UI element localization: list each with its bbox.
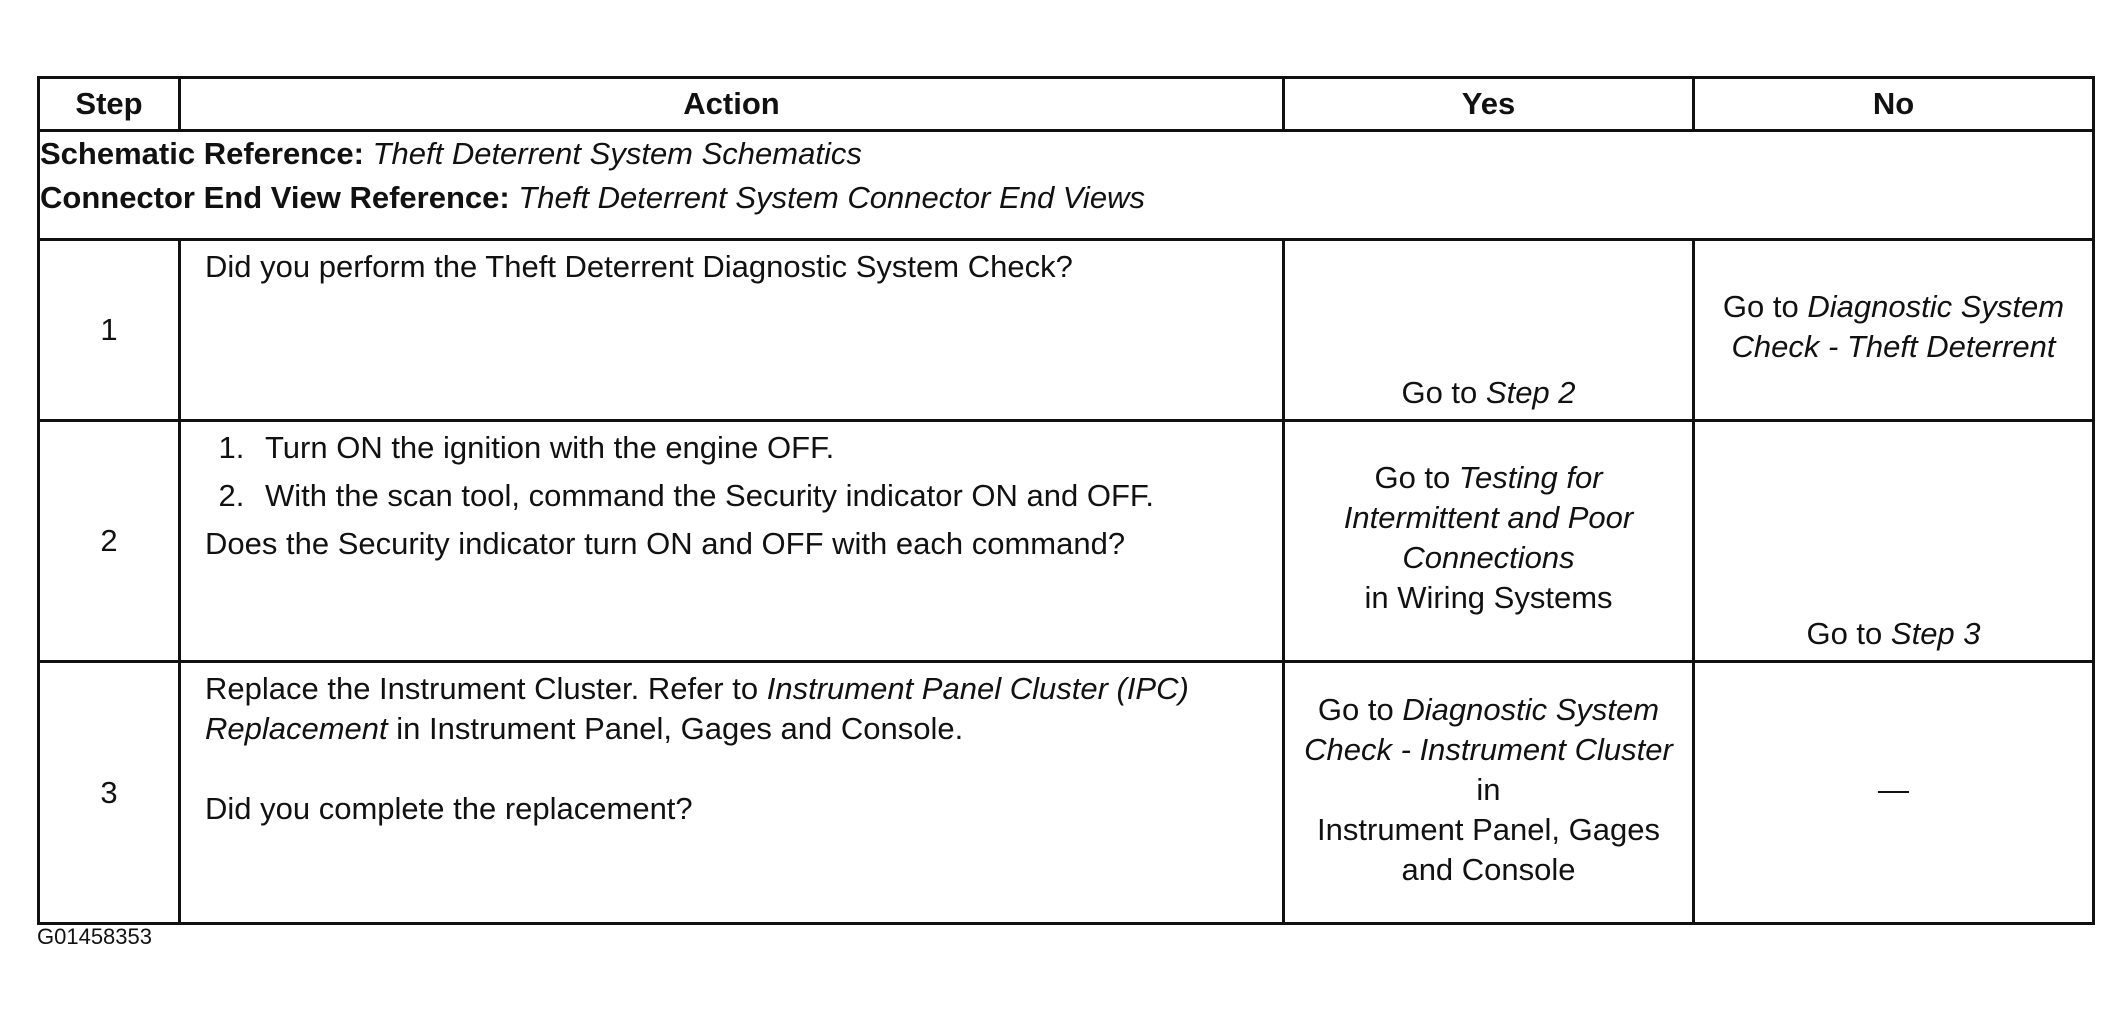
- yes-link[interactable]: Step 2: [1485, 375, 1576, 410]
- yes-cell: [1284, 240, 1694, 421]
- reference-cell: [39, 131, 2094, 240]
- header-no: No: [1694, 78, 2094, 131]
- no-cell: [1694, 240, 2094, 421]
- schematic-reference: [40, 132, 2092, 176]
- action-cell: [180, 240, 1284, 421]
- action-steps-list: [205, 428, 1270, 516]
- action-step: 1. Turn ON the ignition with the engine OFF.: [253, 428, 1270, 468]
- action-cell: [180, 662, 1284, 924]
- connector-reference-value[interactable]: Theft Deterrent System Connector End Views: [518, 180, 1145, 215]
- no-prefix: Go to: [1806, 616, 1883, 651]
- no-link[interactable]: Step 3: [1890, 616, 1981, 651]
- yes-prefix: Go to: [1374, 460, 1451, 495]
- action-text: Did you perform the Theft Deterrent Diagnostic System Check?: [205, 249, 1073, 284]
- action-question: Does the Security indicator turn ON and OFF with each command?: [205, 526, 1126, 561]
- no-cell: [1694, 421, 2094, 662]
- reference-row: [39, 131, 2094, 240]
- figure-id: G01458353: [37, 924, 152, 949]
- header-action: Action: [180, 78, 1284, 131]
- connector-reference: [40, 176, 2092, 220]
- table-row: [39, 240, 2094, 421]
- yes-cell: [1284, 421, 1694, 662]
- step-number: 1: [39, 240, 180, 421]
- no-prefix: Go to: [1722, 289, 1799, 324]
- diagnostic-table: [37, 76, 2095, 925]
- action-instruction: [205, 669, 1270, 749]
- no-cell: [1694, 662, 2094, 924]
- no-dash: —: [1878, 771, 1909, 807]
- no-link[interactable]: Diagnostic System Check - Theft Deterrent: [1731, 289, 2065, 364]
- action-link[interactable]: Instrument Panel Cluster (IPC) Replacement: [205, 671, 1189, 746]
- schematic-reference-value[interactable]: Theft Deterrent System Schematics: [372, 136, 862, 171]
- action-post: in Instrument Panel, Gages and Console.: [396, 711, 964, 746]
- yes-suffix: in Wiring Systems: [1364, 580, 1613, 615]
- yes-prefix: Go to: [1401, 375, 1478, 410]
- action-step: 2. With the scan tool, command the Security indicator ON and OFF.: [253, 476, 1270, 516]
- table-row: [39, 662, 2094, 924]
- header-yes: Yes: [1284, 78, 1694, 131]
- spacer: [205, 749, 1270, 789]
- header-row: [39, 78, 2094, 131]
- schematic-reference-label: Schematic Reference:: [40, 136, 364, 171]
- yes-link[interactable]: Diagnostic System Check - Instrument Cluster: [1304, 691, 1673, 767]
- action-question: Did you complete the replacement?: [205, 791, 693, 826]
- yes-suffix: in: [1476, 771, 1501, 807]
- yes-prefix: Go to: [1317, 691, 1394, 727]
- step-number: 3: [39, 662, 180, 924]
- action-cell: [180, 421, 1284, 662]
- table-row: [39, 421, 2094, 662]
- yes-suffix: Instrument Panel, Gages and Console: [1317, 811, 1660, 887]
- connector-reference-label: Connector End View Reference:: [40, 180, 510, 215]
- yes-cell: [1284, 662, 1694, 924]
- yes-link[interactable]: Testing for Intermittent and Poor Connections: [1343, 460, 1634, 575]
- step-number: 2: [39, 421, 180, 662]
- header-step: Step: [39, 78, 180, 131]
- action-pre: Replace the Instrument Cluster. Refer to: [205, 671, 759, 706]
